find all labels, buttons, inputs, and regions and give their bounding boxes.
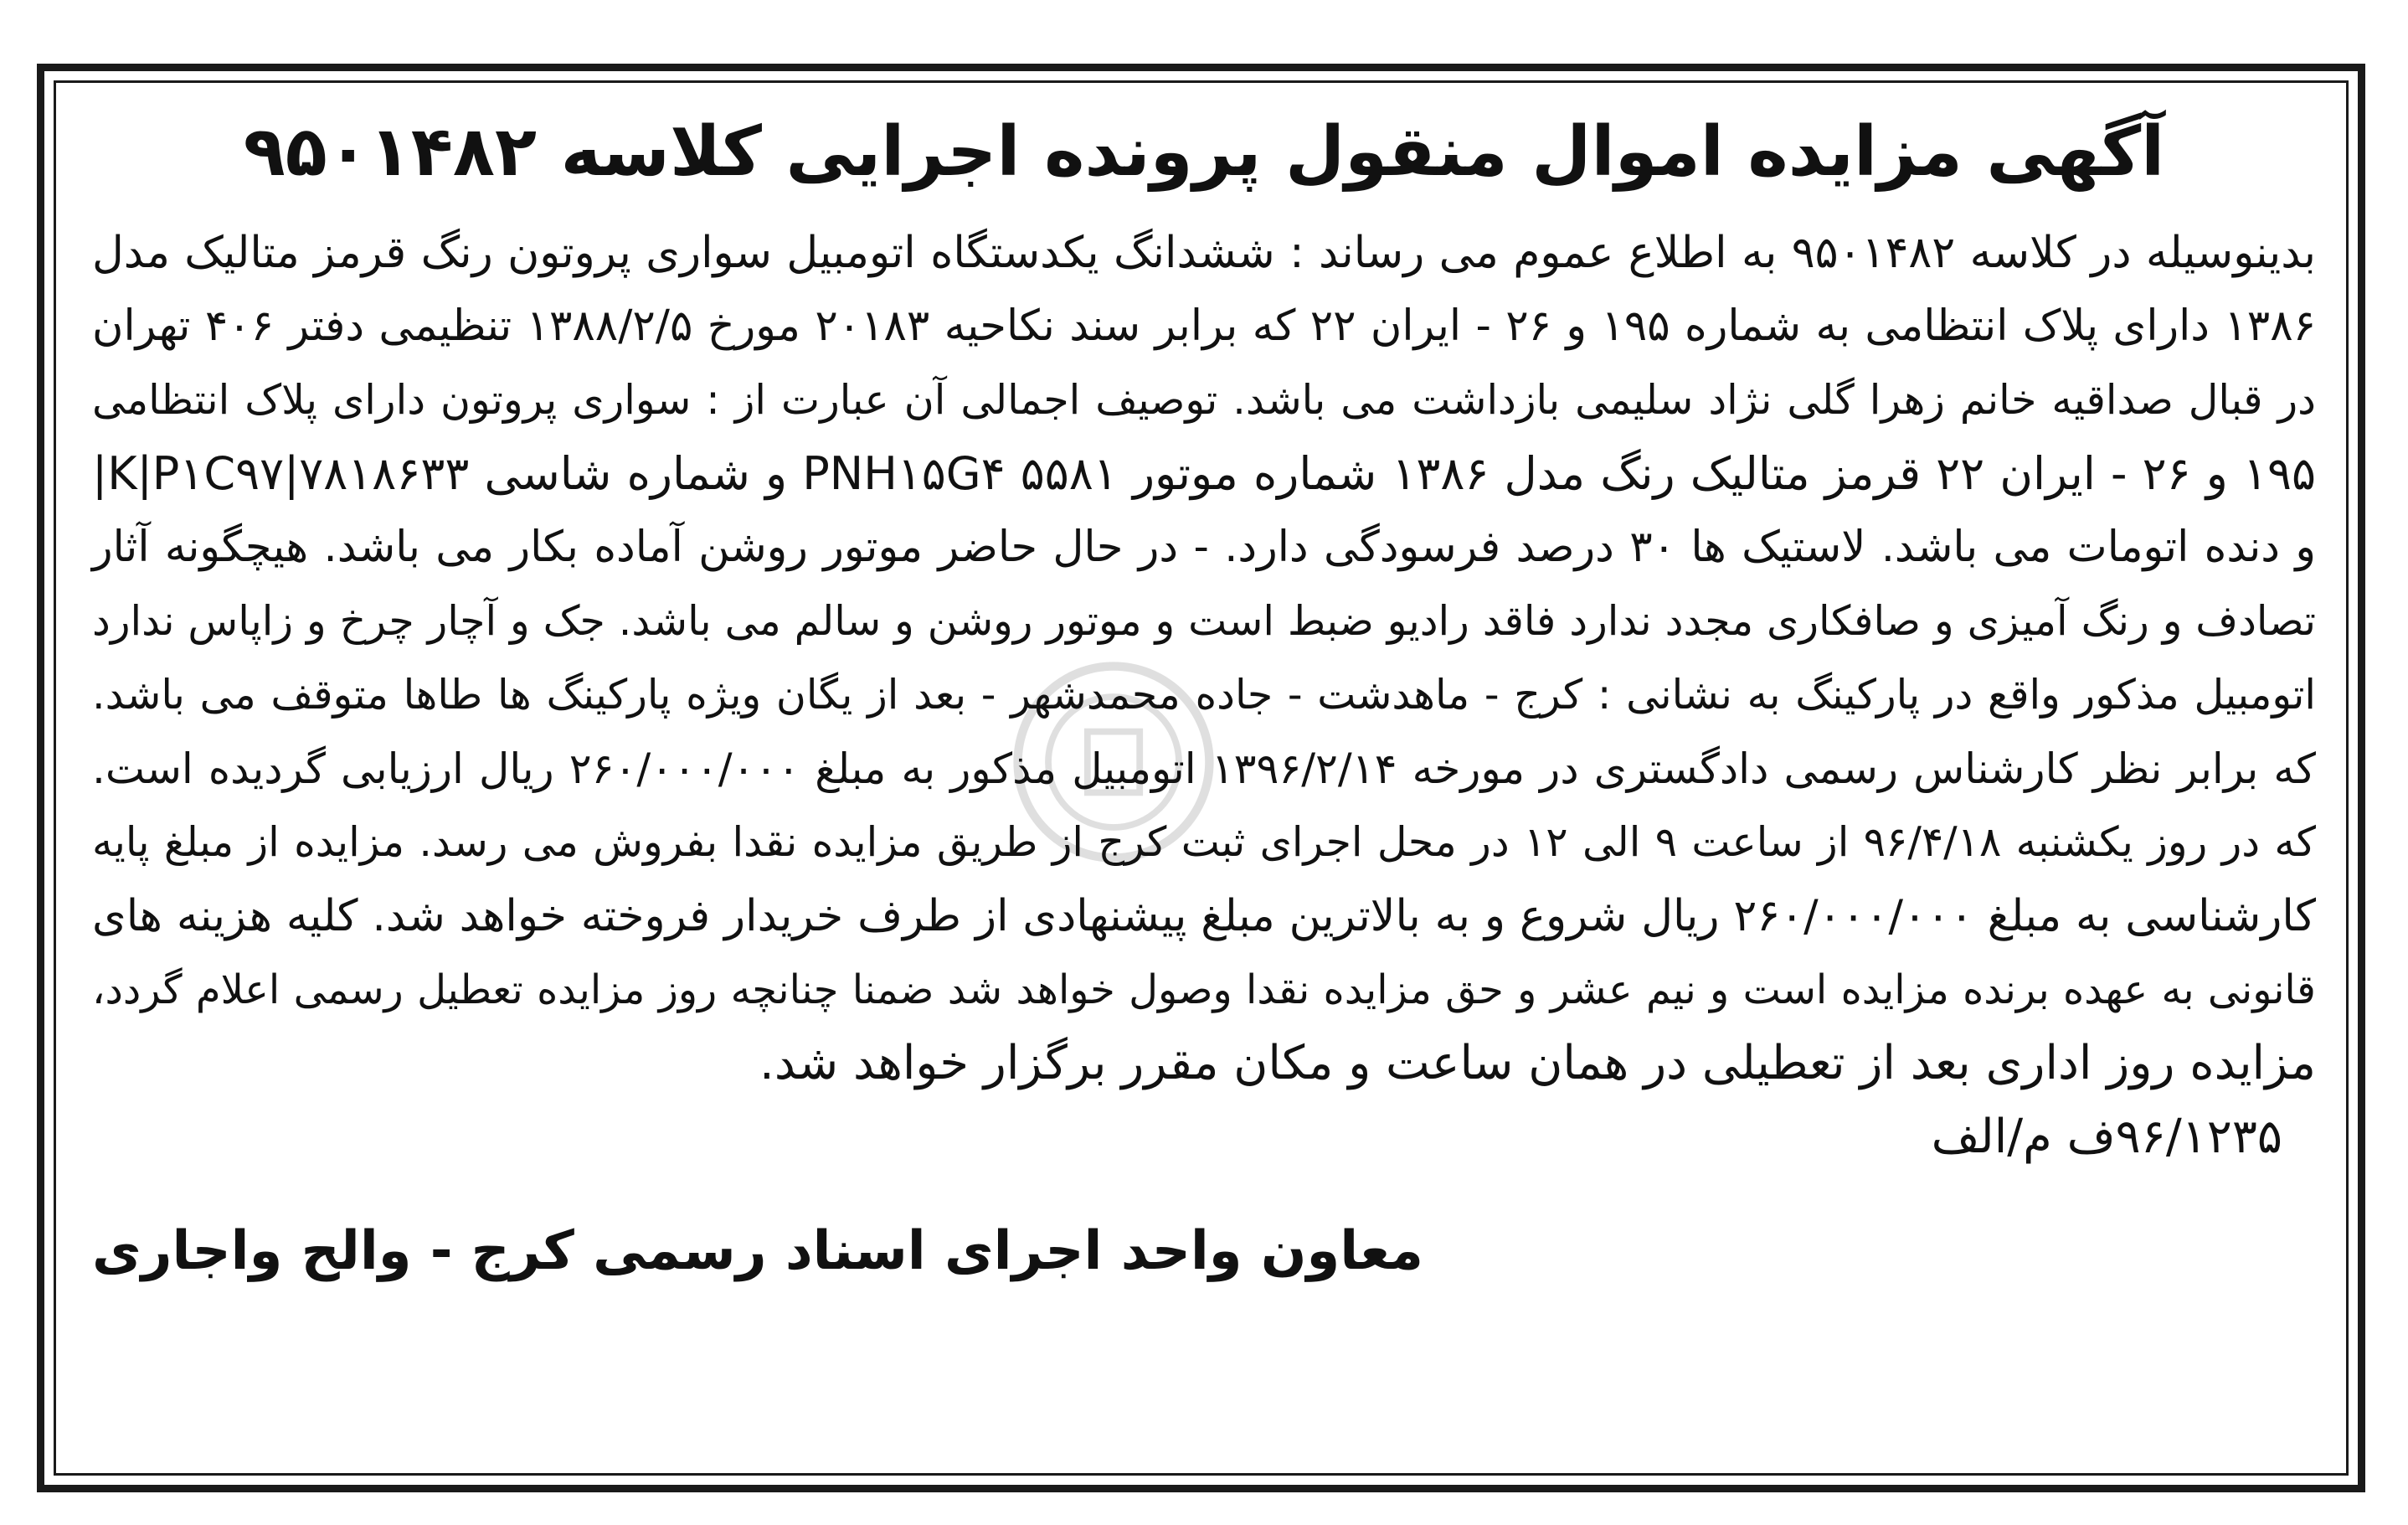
notice-line-1: بدینوسیله در کلاسه ۹۵۰۱۴۸۲ به اطلاع عموم می رساند : ششدانگ یکدستگاه اتومبیل سواری پروتون رنگ قرمز متالیک مدل	[92, 228, 2316, 278]
notice-line-2: ۱۳۸۶ دارای پلاک انتظامی به شماره ۱۹۵ و ۲۶ - ایران ۲۲ که برابر سند نکاحیه ۲۰۱۸۳ مورخ ۱۳۸۸/۲/۵ تنظیمی دفتر ۴۰۶ تهران	[92, 301, 2316, 351]
reference-number: ۹۶/۱۲۳۵ف م/الف	[1931, 1110, 2282, 1164]
notice-line-11: قانونی به عهده برنده مزایده است و نیم عشر و حق مزایده نقدا وصول خواهد شد ضمنا چنانچه روز مزایده تعطیل رسمی اعلام گردد،	[92, 966, 2316, 1013]
notice-title: آگهی مزایده اموال منقول پرونده اجرایی کلاسه ۹۵۰۱۴۸۲	[243, 112, 2165, 192]
notice-line-7: اتومبیل مذکور واقع در پارکینگ به نشانی : کرج - ماهدشت - جاده محمدشهر - بعد از یگان ویژه پارکینگ ها طاها متوقف می باشد.	[92, 671, 2316, 719]
notice-line-10: کارشناسی به مبلغ ۲۶۰/۰۰۰/۰۰۰ ریال شروع و به بالاترین مبلغ پیشنهادی از طرف خریدار فروخته خواهد شد. کلیه هزینه های	[92, 891, 2316, 941]
signature-line: معاون واحد اجرای اسناد رسمی کرج - والح واجاری	[92, 1220, 1423, 1282]
notice-line-8: که برابر نظر کارشناس رسمی دادگستری در مورخه ۱۳۹۶/۲/۱۴ اتومبیل مذکور به مبلغ ۲۶۰/۰۰۰/۰۰۰ ریال ارزیابی گردیده است.	[92, 744, 2316, 793]
notice-line-12: مزایده روز اداری بعد از تعطیلی در همان ساعت و مکان مقرر برگزار خواهد شد.	[759, 1036, 2316, 1090]
notice-line-3: در قبال صداقیه خانم زهرا گلی نژاد سلیمی بازداشت می باشد. توصیف اجمالی آن عبارت از : سواری پروتون دارای پلاک انتظامی	[92, 376, 2316, 424]
notice-line-5: و دنده اتومات می باشد. لاستیک ها ۳۰ درصد فرسودگی دارد. - در حال حاضر موتور روشن آماده بکار می باشد. هیچگونه آثار	[92, 523, 2316, 572]
auction-notice	[92, 100, 2316, 1291]
notice-line-4: ۱۹۵ و ۲۶ - ایران ۲۲ قرمز متالیک رنگ مدل ۱۳۸۶ شماره موتور PNH۱۵G۴ ۵۵۸۱ و شماره شاسی ۷۸۱۸۶۳۳|K|P۱C۹۷|	[92, 447, 2317, 500]
notice-line-6: تصادف و رنگ آمیزی و صافکاری مجدد ندارد فاقد رادیو ضبط است و موتور روشن و سالم می باشد. جک و آچار چرخ و زاپاس ندارد	[92, 597, 2316, 645]
notice-line-9: که در روز یکشنبه ۹۶/۴/۱۸ از ساعت ۹ الی ۱۲ در محل اجرای ثبت کرج از طریق مزایده نقدا بفروش می رسد. مزایده از مبلغ پایه	[92, 818, 2316, 866]
